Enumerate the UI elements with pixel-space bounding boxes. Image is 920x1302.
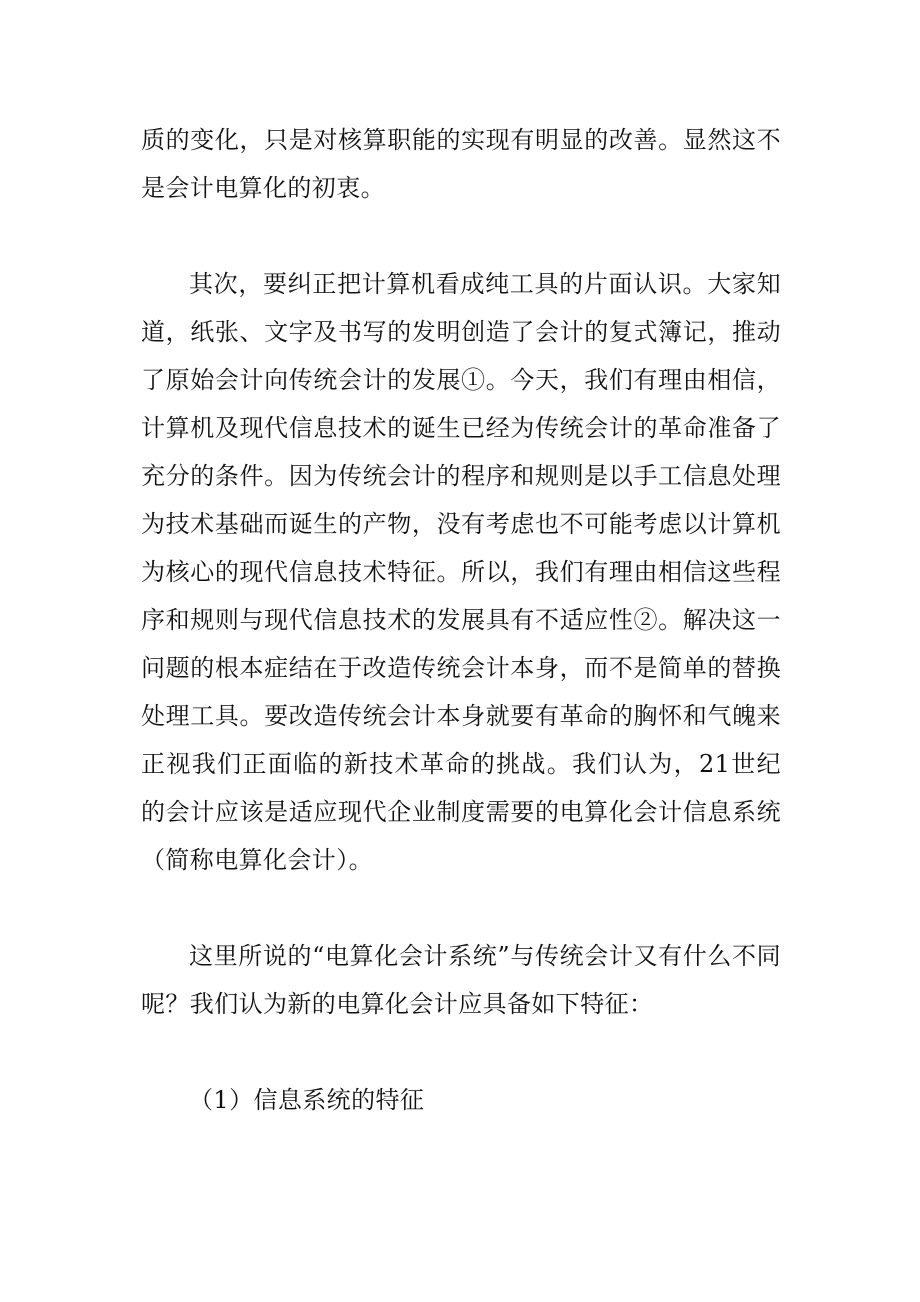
paragraph-continuation: 质的变化，只是对核算职能的实现有明显的改善。显然这不是会计电算化的初衷。 — [141, 126, 781, 202]
paragraph-system-difference: 这里所说的“电算化会计系统”与传统会计又有什么不同呢？我们认为新的电算化会计应具备如下特征： — [141, 942, 781, 1018]
section-heading-info-system: （1）信息系统的特征 — [189, 1086, 425, 1114]
paragraph-computer-tool: 其次，要纠正把计算机看成纯工具的片面认识。大家知道，纸张、文字及书写的发明创造了会计的复式簿记，推动了原始会计向传统会计的发展①。今天，我们有理由相信，计算机及现代信息技术的诞生已经为传统会计的革命准备了充分的条件。因为传统会计的程序和规则是以手工信息处理为技术基础而诞生的产物，没有考虑也不可能考虑以计算机为核心的现代信息技术特征。所以，我们有理由相信这些程序和规则与现代信息技术的发展具有不适应性②。解决这一问题的根本症结在于改造传统会计本身，而不是简单的替换处理工具。要改造传统会计本身就要有革命的胸怀和气魄来正视我们正面临的新技术革命的挑战。我们认为，21世纪的会计应该是适应现代企业制度需要的电算化会计信息系统（简称电算化会计）。 — [141, 270, 781, 874]
